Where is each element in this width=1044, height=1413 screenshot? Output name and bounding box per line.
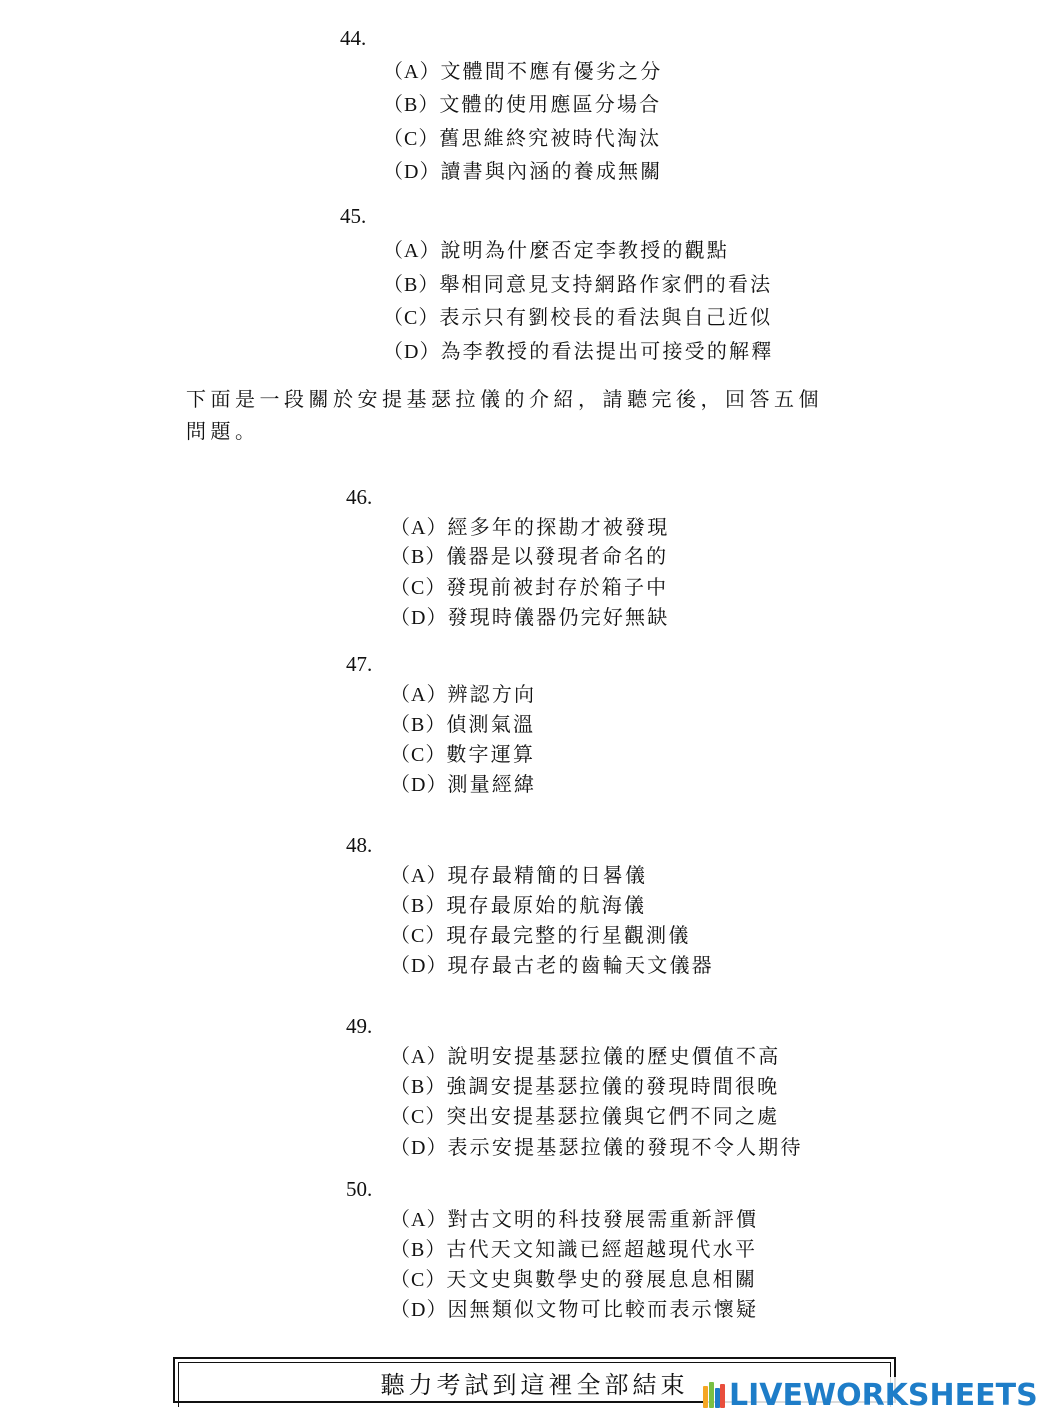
option-b[interactable] (390, 1073, 779, 1100)
option-label: （C） (383, 128, 440, 150)
option-label: （B） (390, 895, 447, 917)
option-text: 舉相同意見支持網路作家們的看法 (439, 272, 773, 296)
option-label: （D） (390, 955, 448, 977)
option-text: 文體的使用應區分場合 (439, 92, 662, 116)
option-text: 發現時儀器仍完好無缺 (447, 605, 670, 629)
question-number: 44. (340, 26, 367, 50)
option-a[interactable] (390, 514, 669, 541)
option-text: 表示只有劉校長的看法與自己近似 (439, 305, 773, 329)
option-c[interactable] (390, 1103, 779, 1130)
option-text: 現存最古老的齒輪天文儀器 (447, 953, 714, 977)
option-text: 對古文明的科技發展需重新評價 (447, 1207, 759, 1231)
option-label: （C） (383, 307, 440, 329)
option-label: （D） (383, 341, 441, 363)
option-text: 測量經緯 (447, 772, 537, 796)
option-d[interactable] (390, 771, 536, 798)
option-label: （A） (390, 865, 448, 887)
option-text: 說明為什麼否定李教授的觀點 (440, 238, 730, 262)
option-c[interactable] (390, 922, 691, 949)
option-text: 發現前被封存於箱子中 (446, 575, 669, 599)
question-number: 48. (346, 833, 373, 857)
option-a[interactable] (390, 1206, 758, 1233)
option-label: （A） (383, 61, 441, 83)
option-a[interactable] (383, 237, 729, 264)
option-label: （C） (390, 577, 447, 599)
option-label: （B） (390, 714, 447, 736)
option-a[interactable] (390, 862, 647, 889)
option-d[interactable] (383, 338, 773, 365)
option-text: 數字運算 (446, 742, 536, 766)
option-d[interactable] (390, 952, 714, 979)
watermark-text: LIVEWORKSHEETS (729, 1377, 1038, 1413)
option-label: （A） (390, 1209, 448, 1231)
option-c[interactable] (390, 1266, 757, 1293)
option-a[interactable] (390, 1043, 780, 1070)
option-d[interactable] (383, 158, 662, 185)
option-text: 為李教授的看法提出可接受的解釋 (440, 339, 774, 363)
option-a[interactable] (383, 58, 662, 85)
option-text: 文體間不應有優劣之分 (440, 59, 663, 83)
option-c[interactable] (390, 741, 535, 768)
option-text: 古代天文知識已經超越現代水平 (446, 1237, 758, 1261)
option-text: 儀器是以發現者命名的 (446, 544, 669, 568)
option-label: （C） (390, 1106, 447, 1128)
question-number: 45. (340, 204, 367, 228)
option-label: （C） (390, 925, 447, 947)
option-text: 強調安提基瑟拉儀的發現時間很晚 (446, 1074, 780, 1098)
option-text: 讀書與內涵的養成無關 (440, 159, 663, 183)
question-number: 46. (346, 485, 373, 509)
option-text: 現存最精簡的日晷儀 (447, 863, 648, 887)
option-c[interactable] (390, 574, 668, 601)
option-c[interactable] (383, 304, 772, 331)
listening-intro: 下面是一段關於安提基瑟拉儀的介紹，請聽完後，回答五個問題。 (186, 387, 823, 443)
option-text: 現存最原始的航海儀 (446, 893, 647, 917)
option-label: （D） (390, 607, 448, 629)
liveworksheets-logo-icon (703, 1380, 725, 1410)
option-label: （D） (390, 1137, 448, 1159)
end-of-test-text: 聽力考試到這裡全部結束 (380, 1371, 689, 1399)
option-label: （B） (390, 1239, 447, 1261)
option-label: （B） (390, 546, 447, 568)
option-text: 偵測氣溫 (446, 712, 536, 736)
option-label: （A） (390, 684, 448, 706)
liveworksheets-watermark (703, 1377, 1044, 1413)
option-label: （D） (390, 774, 448, 796)
question-number: 49. (346, 1014, 373, 1038)
option-d[interactable] (390, 604, 669, 631)
option-text: 因無類似文物可比較而表示懷疑 (447, 1297, 759, 1321)
question-number: 50. (346, 1177, 373, 1201)
option-b[interactable] (390, 1236, 757, 1263)
option-a[interactable] (390, 681, 536, 708)
option-text: 說明安提基瑟拉儀的歷史價值不高 (447, 1044, 781, 1068)
option-text: 表示安提基瑟拉儀的發現不令人期待 (447, 1135, 803, 1159)
option-c[interactable] (383, 125, 661, 152)
option-label: （C） (390, 1269, 447, 1291)
option-label: （C） (390, 744, 447, 766)
option-label: （A） (390, 1046, 448, 1068)
option-d[interactable] (390, 1296, 758, 1323)
option-text: 突出安提基瑟拉儀與它們不同之處 (446, 1104, 780, 1128)
question-number: 47. (346, 652, 373, 676)
option-b[interactable] (383, 91, 661, 118)
option-label: （D） (390, 1299, 448, 1321)
option-label: （B） (383, 274, 440, 296)
option-label: （A） (383, 240, 441, 262)
option-b[interactable] (390, 543, 668, 570)
option-b[interactable] (383, 271, 772, 298)
option-text: 辨認方向 (447, 682, 537, 706)
option-text: 舊思維終究被時代淘汰 (439, 126, 662, 150)
option-label: （A） (390, 517, 448, 539)
option-d[interactable] (390, 1134, 803, 1161)
option-b[interactable] (390, 892, 646, 919)
option-label: （B） (390, 1076, 447, 1098)
option-b[interactable] (390, 711, 535, 738)
option-label: （B） (383, 94, 440, 116)
option-text: 天文史與數學史的發展息息相關 (446, 1267, 758, 1291)
option-text: 經多年的探勘才被發現 (447, 515, 670, 539)
option-label: （D） (383, 161, 441, 183)
option-text: 現存最完整的行星觀測儀 (446, 923, 691, 947)
